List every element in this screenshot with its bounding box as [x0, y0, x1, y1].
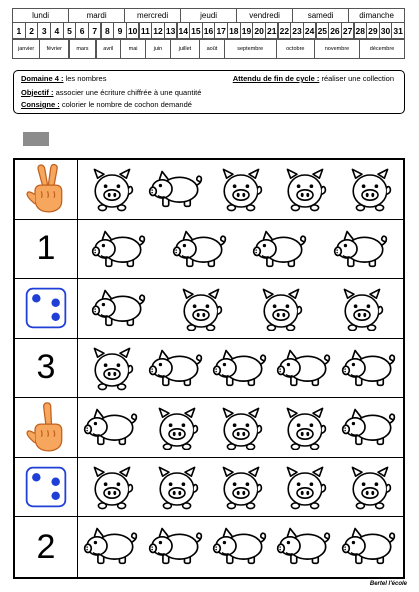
pig-front-icon[interactable]	[177, 287, 225, 337]
pig-side-icon[interactable]	[148, 526, 206, 572]
exercise-grid	[13, 158, 405, 579]
calendar-day-number: 3	[37, 22, 50, 39]
info-box	[13, 70, 405, 114]
calendar-day-number: 28	[354, 22, 367, 39]
calendar-day-number: 4	[50, 22, 63, 39]
calendar-day: mercredi	[124, 8, 181, 23]
calendar-day-number: 12	[151, 22, 164, 39]
calendar-day: mardi	[68, 8, 125, 23]
calendar-day-number: 6	[75, 22, 88, 39]
calendar-day-number: 25	[316, 22, 329, 39]
calendar-month: juin	[145, 39, 171, 59]
calendar-day-number: 31	[391, 22, 404, 39]
calendar-day-number: 16	[202, 22, 215, 39]
calendar-day-number: 30	[379, 22, 392, 39]
dice-three-icon	[15, 279, 78, 338]
pig-side-icon[interactable]	[341, 526, 399, 572]
calendar-day-number: 23	[290, 22, 303, 39]
pig-side-icon[interactable]	[148, 348, 206, 394]
pig-side-icon[interactable]	[83, 407, 141, 453]
calendar-day-number: 18	[227, 22, 240, 39]
calendar-day-number: 8	[101, 22, 114, 39]
calendar-month: septembre	[224, 39, 277, 59]
calendar-month: août	[199, 39, 225, 59]
calendar-day: samedi	[292, 8, 349, 23]
pig-group	[80, 517, 402, 577]
footer-credit: Bertel l'école	[369, 581, 407, 587]
calendar-day-number: 7	[88, 22, 101, 39]
calendar-month: avril	[96, 39, 122, 59]
consigne-value: colorier le nombre de cochon demandé	[59, 100, 192, 109]
attendu-label: Attendu de fin de cycle :	[232, 74, 320, 83]
calendar-day-number: 1	[12, 22, 25, 39]
calendar-days-row	[13, 9, 405, 23]
pig-side-icon[interactable]	[148, 169, 206, 215]
consigne-line	[21, 100, 192, 109]
calendar-day-number: 26	[328, 22, 341, 39]
calendar-months-row	[13, 39, 405, 58]
calendar-day-number: 24	[303, 22, 316, 39]
dice-three-icon	[15, 458, 78, 517]
domaine-line	[21, 74, 106, 83]
pig-side-icon[interactable]	[276, 526, 334, 572]
calendar-day-number: 17	[214, 22, 227, 39]
exercise-row	[15, 160, 403, 220]
exercise-row	[15, 398, 403, 458]
calendar-day-number: 14	[177, 22, 190, 39]
calendar-month: octobre	[276, 39, 315, 59]
pig-front-icon[interactable]	[153, 465, 201, 515]
attendu-value: réaliser une collection	[319, 74, 394, 83]
grey-tag	[23, 132, 49, 146]
pig-side-icon[interactable]	[341, 407, 399, 453]
exercise-row	[15, 339, 403, 399]
number-label	[15, 220, 78, 279]
calendar-day: lundi	[12, 8, 69, 23]
calendar-numbers-row	[13, 23, 405, 39]
consigne-label: Consigne :	[21, 100, 60, 109]
digit-text: 2	[36, 527, 56, 566]
attendu-line	[233, 74, 394, 83]
pig-front-icon[interactable]	[281, 465, 329, 515]
pig-group	[80, 160, 402, 219]
digit-text: 3	[36, 348, 56, 387]
number-label	[15, 339, 78, 398]
pig-front-icon[interactable]	[217, 406, 265, 456]
pig-front-icon[interactable]	[217, 167, 265, 217]
calendar-day-number: 15	[189, 22, 202, 39]
exercise-row	[15, 220, 403, 280]
calendar-month: novembre	[314, 39, 360, 59]
pig-side-icon[interactable]	[252, 229, 310, 275]
calendar-month: janvier	[12, 39, 40, 59]
objectif-label: Objectif :	[21, 88, 54, 97]
calendar-day: vendredi	[236, 8, 293, 23]
pig-side-icon[interactable]	[91, 229, 149, 275]
calendar-day: dimanche	[348, 8, 405, 23]
objectif-value: associer une écriture chiffrée à une quantité	[53, 88, 202, 97]
calendar-day-number: 27	[341, 22, 354, 39]
calendar-month: juillet	[170, 39, 200, 59]
calendar-day-number: 20	[252, 22, 265, 39]
pig-front-icon[interactable]	[346, 465, 394, 515]
calendar-day-number: 19	[240, 22, 253, 39]
pig-front-icon[interactable]	[88, 167, 136, 217]
calendar-day: jeudi	[180, 8, 237, 23]
calendar-day-number: 13	[164, 22, 177, 39]
calendar-month: février	[39, 39, 69, 59]
calendar-day-number: 2	[25, 22, 38, 39]
number-label	[15, 517, 78, 577]
exercise-row	[15, 279, 403, 339]
pig-group	[80, 458, 402, 517]
pig-front-icon[interactable]	[281, 167, 329, 217]
pig-front-icon[interactable]	[153, 406, 201, 456]
calendar-month: décembre	[359, 39, 405, 59]
exercise-row	[15, 517, 403, 577]
two-fingers-hand-icon	[15, 160, 78, 219]
calendar	[13, 9, 405, 59]
objectif-line	[21, 88, 201, 97]
pig-front-icon[interactable]	[281, 406, 329, 456]
pig-side-icon[interactable]	[212, 348, 270, 394]
pig-side-icon[interactable]	[83, 526, 141, 572]
pig-front-icon[interactable]	[88, 346, 136, 396]
pig-front-icon[interactable]	[257, 287, 305, 337]
pig-front-icon[interactable]	[88, 465, 136, 515]
pig-side-icon[interactable]	[276, 348, 334, 394]
calendar-day-number: 11	[139, 22, 152, 39]
domaine-value: les nombres	[63, 74, 107, 83]
domaine-label: Domaine 4 :	[21, 74, 64, 83]
one-finger-hand-icon	[15, 398, 78, 457]
pig-side-icon[interactable]	[341, 348, 399, 394]
calendar-day-number: 5	[63, 22, 76, 39]
calendar-day-number: 10	[126, 22, 139, 39]
pig-side-icon[interactable]	[172, 229, 230, 275]
pig-front-icon[interactable]	[217, 465, 265, 515]
pig-group	[80, 220, 402, 279]
calendar-day-number: 29	[366, 22, 379, 39]
calendar-day-number: 22	[278, 22, 291, 39]
calendar-month: mai	[120, 39, 146, 59]
pig-group	[80, 339, 402, 398]
pig-group	[80, 398, 402, 457]
pig-front-icon[interactable]	[346, 167, 394, 217]
pig-group	[80, 279, 402, 338]
calendar-day-number: 9	[113, 22, 126, 39]
pig-side-icon[interactable]	[91, 288, 149, 334]
calendar-day-number: 21	[265, 22, 278, 39]
digit-text: 1	[36, 229, 56, 268]
pig-front-icon[interactable]	[338, 287, 386, 337]
pig-side-icon[interactable]	[212, 526, 270, 572]
pig-side-icon[interactable]	[333, 229, 391, 275]
exercise-row	[15, 458, 403, 518]
calendar-month: mars	[69, 39, 97, 59]
